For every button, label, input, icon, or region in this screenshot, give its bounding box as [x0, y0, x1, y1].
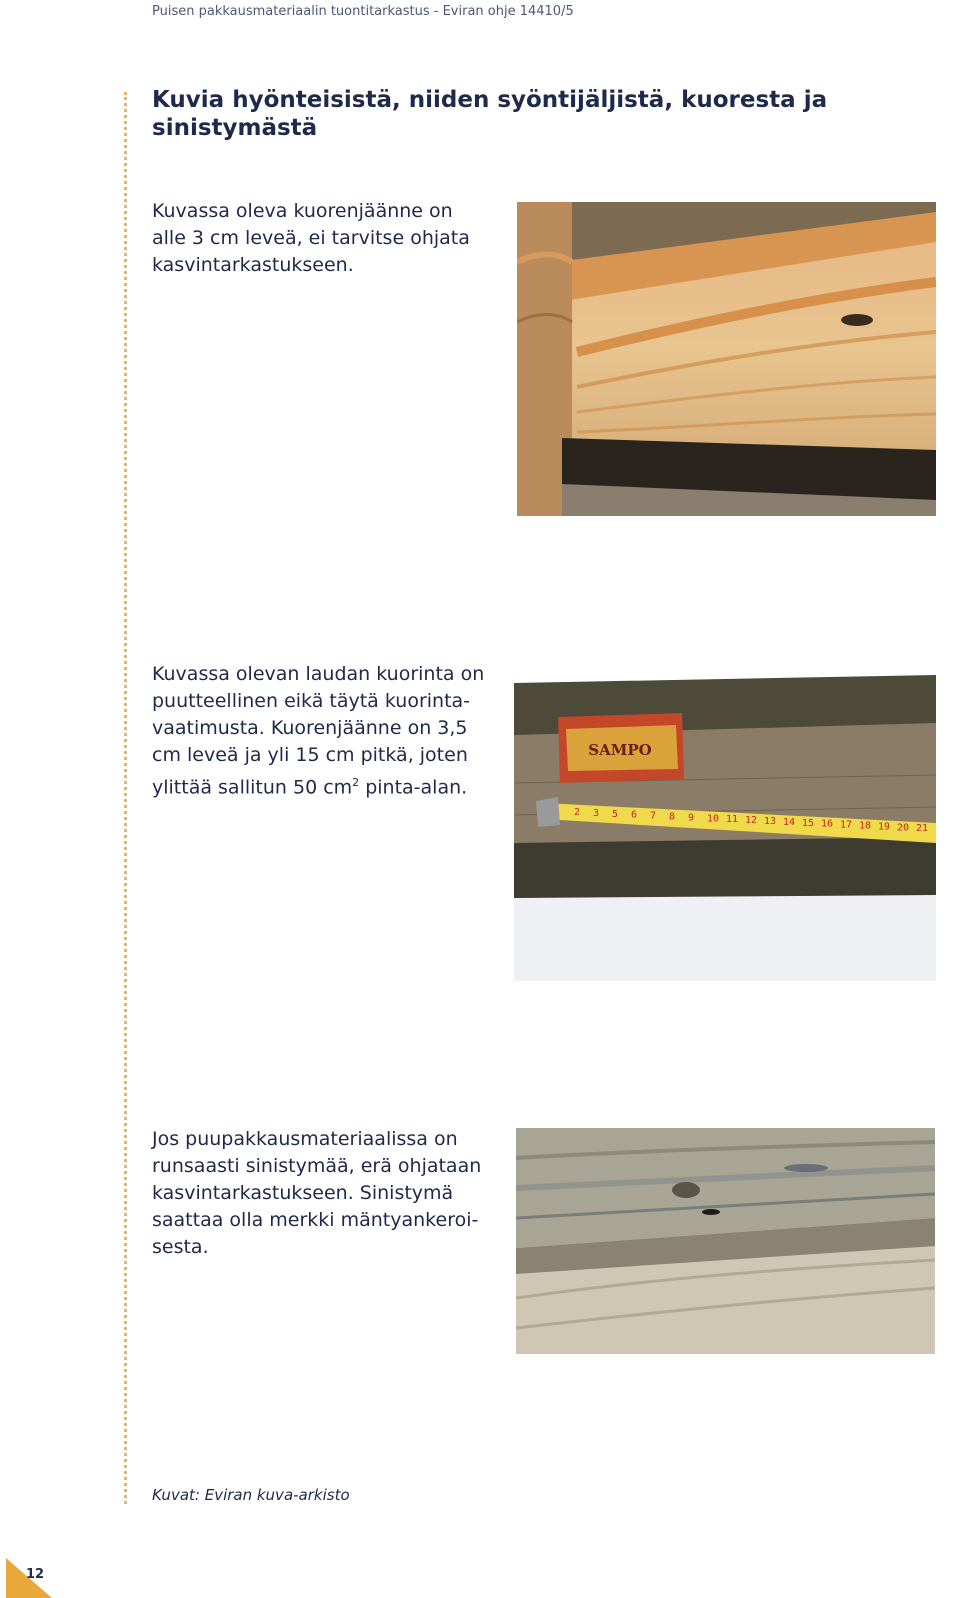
tape-tick-19: 19: [878, 821, 891, 833]
photo-blue-stained-board: [516, 1128, 935, 1354]
caption-bark-remnant-large: [152, 661, 492, 801]
tape-tick-21: 21: [916, 823, 929, 835]
photo-credit: Kuvat: Eviran kuva-arkisto: [152, 1486, 350, 1504]
tape-tick-15: 15: [802, 817, 815, 829]
page-number: 12: [26, 1567, 45, 1582]
tape-tick-20: 20: [897, 822, 910, 834]
tape-tick-16: 16: [821, 818, 834, 830]
caption-text-main: Kuvassa olevan laudan kuorinta on puutteellinen eikä täytä kuorinta-vaatimusta. Kuorenjäänne on 3,5 cm leveä ja yli 15 cm pitkä, joten ylittää sallitun 50 cm: [152, 663, 485, 799]
tape-tick-10: 10: [707, 813, 720, 825]
tape-tick-7: 7: [650, 810, 657, 822]
tape-tick-12: 12: [745, 815, 758, 827]
caption-bark-remnant-small: Kuvassa oleva kuorenjäänne on alle 3 cm leveä, ei tarvitse ohjata kasvintarkastukseen.: [152, 200, 470, 276]
tape-tick-8: 8: [669, 811, 676, 823]
tape-tick-18: 18: [859, 820, 872, 832]
tape-tick-11: 11: [726, 814, 739, 826]
tape-tick-17: 17: [840, 819, 853, 831]
tape-tick-13: 13: [764, 816, 777, 827]
photo-bark-remnant-board: [517, 202, 936, 516]
photo-board-with-tape-measure: [514, 665, 936, 981]
dotted-margin-rule: [124, 92, 127, 1504]
running-header: Puisen pakkausmateriaalin tuontitarkastus - Eviran ohje 14410/5: [152, 4, 574, 19]
tape-tick-14: 14: [783, 816, 796, 828]
page-title: Kuvia hyönteisistä, niiden syöntijäljistä, kuoresta ja sinistymästä: [152, 87, 828, 141]
caption-blue-stain: Jos puupakkausmateriaalissa on runsaasti sinistymää, erä ohjataan kasvintarkastukseen. Sinistymä saattaa olla merkki mäntyankeroi-sesta.: [152, 1128, 482, 1258]
matchbox-label: SAMPO: [588, 741, 652, 759]
caption-superscript: 2: [352, 776, 360, 789]
tape-tick-5: 5: [612, 808, 619, 820]
caption-text-end: pinta-alan.: [359, 776, 468, 799]
tape-tick-9: 9: [688, 812, 695, 824]
tape-tick-3: 3: [593, 807, 600, 819]
tape-tick-2: 2: [574, 807, 581, 818]
matchbox: [558, 713, 684, 783]
tape-tick-6: 6: [631, 809, 638, 821]
